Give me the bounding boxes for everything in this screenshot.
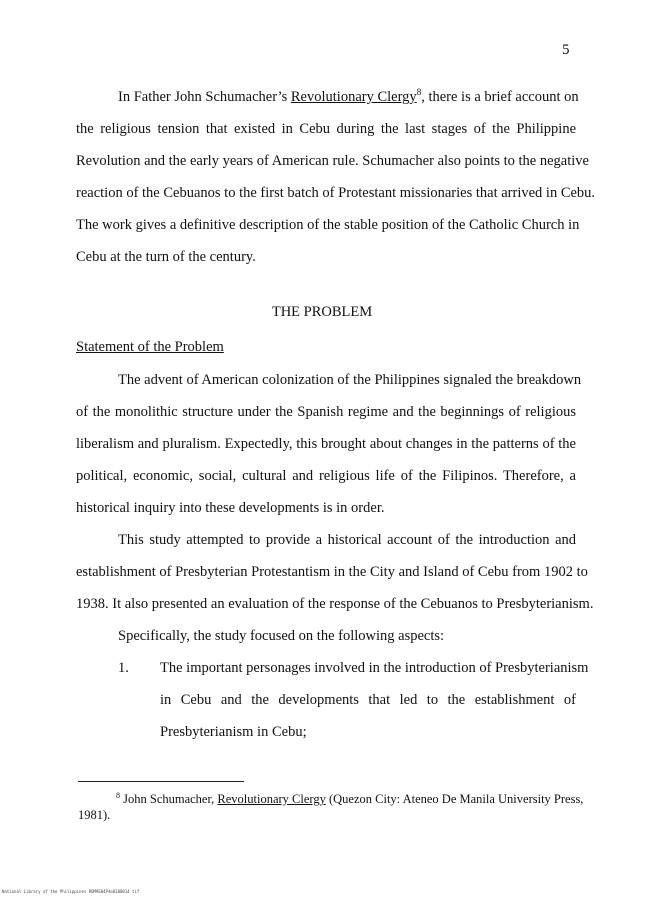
section-heading: THE PROBLEM	[271, 304, 373, 320]
para3-line-3: 1938. It also presented an evaluation of the response of the Cebuanos to Presbyterianism.	[76, 596, 594, 612]
footnote-book-title: Revolutionary Clergy	[217, 792, 326, 806]
para4-line-1: Specifically, the study focused on the following aspects:	[118, 628, 445, 644]
list-item-line-3: Presbyterianism in Cebu;	[160, 724, 307, 740]
list-item-number: 1.	[118, 660, 129, 676]
list-item-line-1: The important personages involved in the introduction of Presbyterianism	[160, 660, 589, 676]
page-number: 5	[562, 42, 570, 58]
para2-line-1: The advent of American colonization of the Philippines signaled the breakdown	[118, 372, 582, 388]
footnote-line-2: 1981).	[78, 808, 111, 822]
footnote-rule	[78, 781, 244, 782]
para2-line-3: liberalism and pluralism. Expectedly, this brought about changes in the patterns of the	[76, 436, 576, 452]
intro-line-2: the religious tension that existed in Cebu during the last stages of the Philippine	[76, 121, 576, 137]
intro-line-3: Revolution and the early years of American rule. Schumacher also points to the negative	[76, 153, 589, 169]
footnote-ref: 8	[416, 87, 422, 98]
para2-line-5: historical inquiry into these developments is in order.	[76, 500, 385, 516]
subheading-statement-of-problem: Statement of the Problem	[76, 339, 224, 355]
intro-line-4: reaction of the Cebuanos to the first batch of Protestant missionaries that arrived in Cebu.	[76, 185, 596, 201]
book-title-revolutionary-clergy: Revolutionary Clergy	[290, 89, 417, 105]
scan-footer: National Library of the Philippines ROM9E04P4e0100014 tif	[2, 889, 140, 894]
intro-line-5: The work gives a definitive description of the stable position of the Catholic Church in	[76, 217, 580, 233]
intro-line-1: In Father John Schumacher’s Revolutionary Clergy$^8$, there is a brief account on	[118, 87, 579, 105]
para2-line-2: of the monolithic structure under the Spanish regime and the beginnings of religious	[76, 404, 576, 420]
para2-line-4: political, economic, social, cultural and religious life of the Filipinos. Therefore, a	[76, 468, 576, 484]
footnote-line-1: $^8$ John Schumacher, Revolutionary Clergy (Quezon City: Ateneo De Manila University Press,	[116, 790, 584, 806]
list-item-line-2: in Cebu and the developments that led to the establishment of	[160, 692, 576, 708]
intro-line-6: Cebu at the turn of the century.	[76, 249, 256, 265]
para3-line-2: establishment of Presbyterian Protestantism in the City and Island of Cebu from 1902 to	[76, 564, 588, 580]
para3-line-1: This study attempted to provide a historical account of the introduction and	[118, 532, 576, 548]
